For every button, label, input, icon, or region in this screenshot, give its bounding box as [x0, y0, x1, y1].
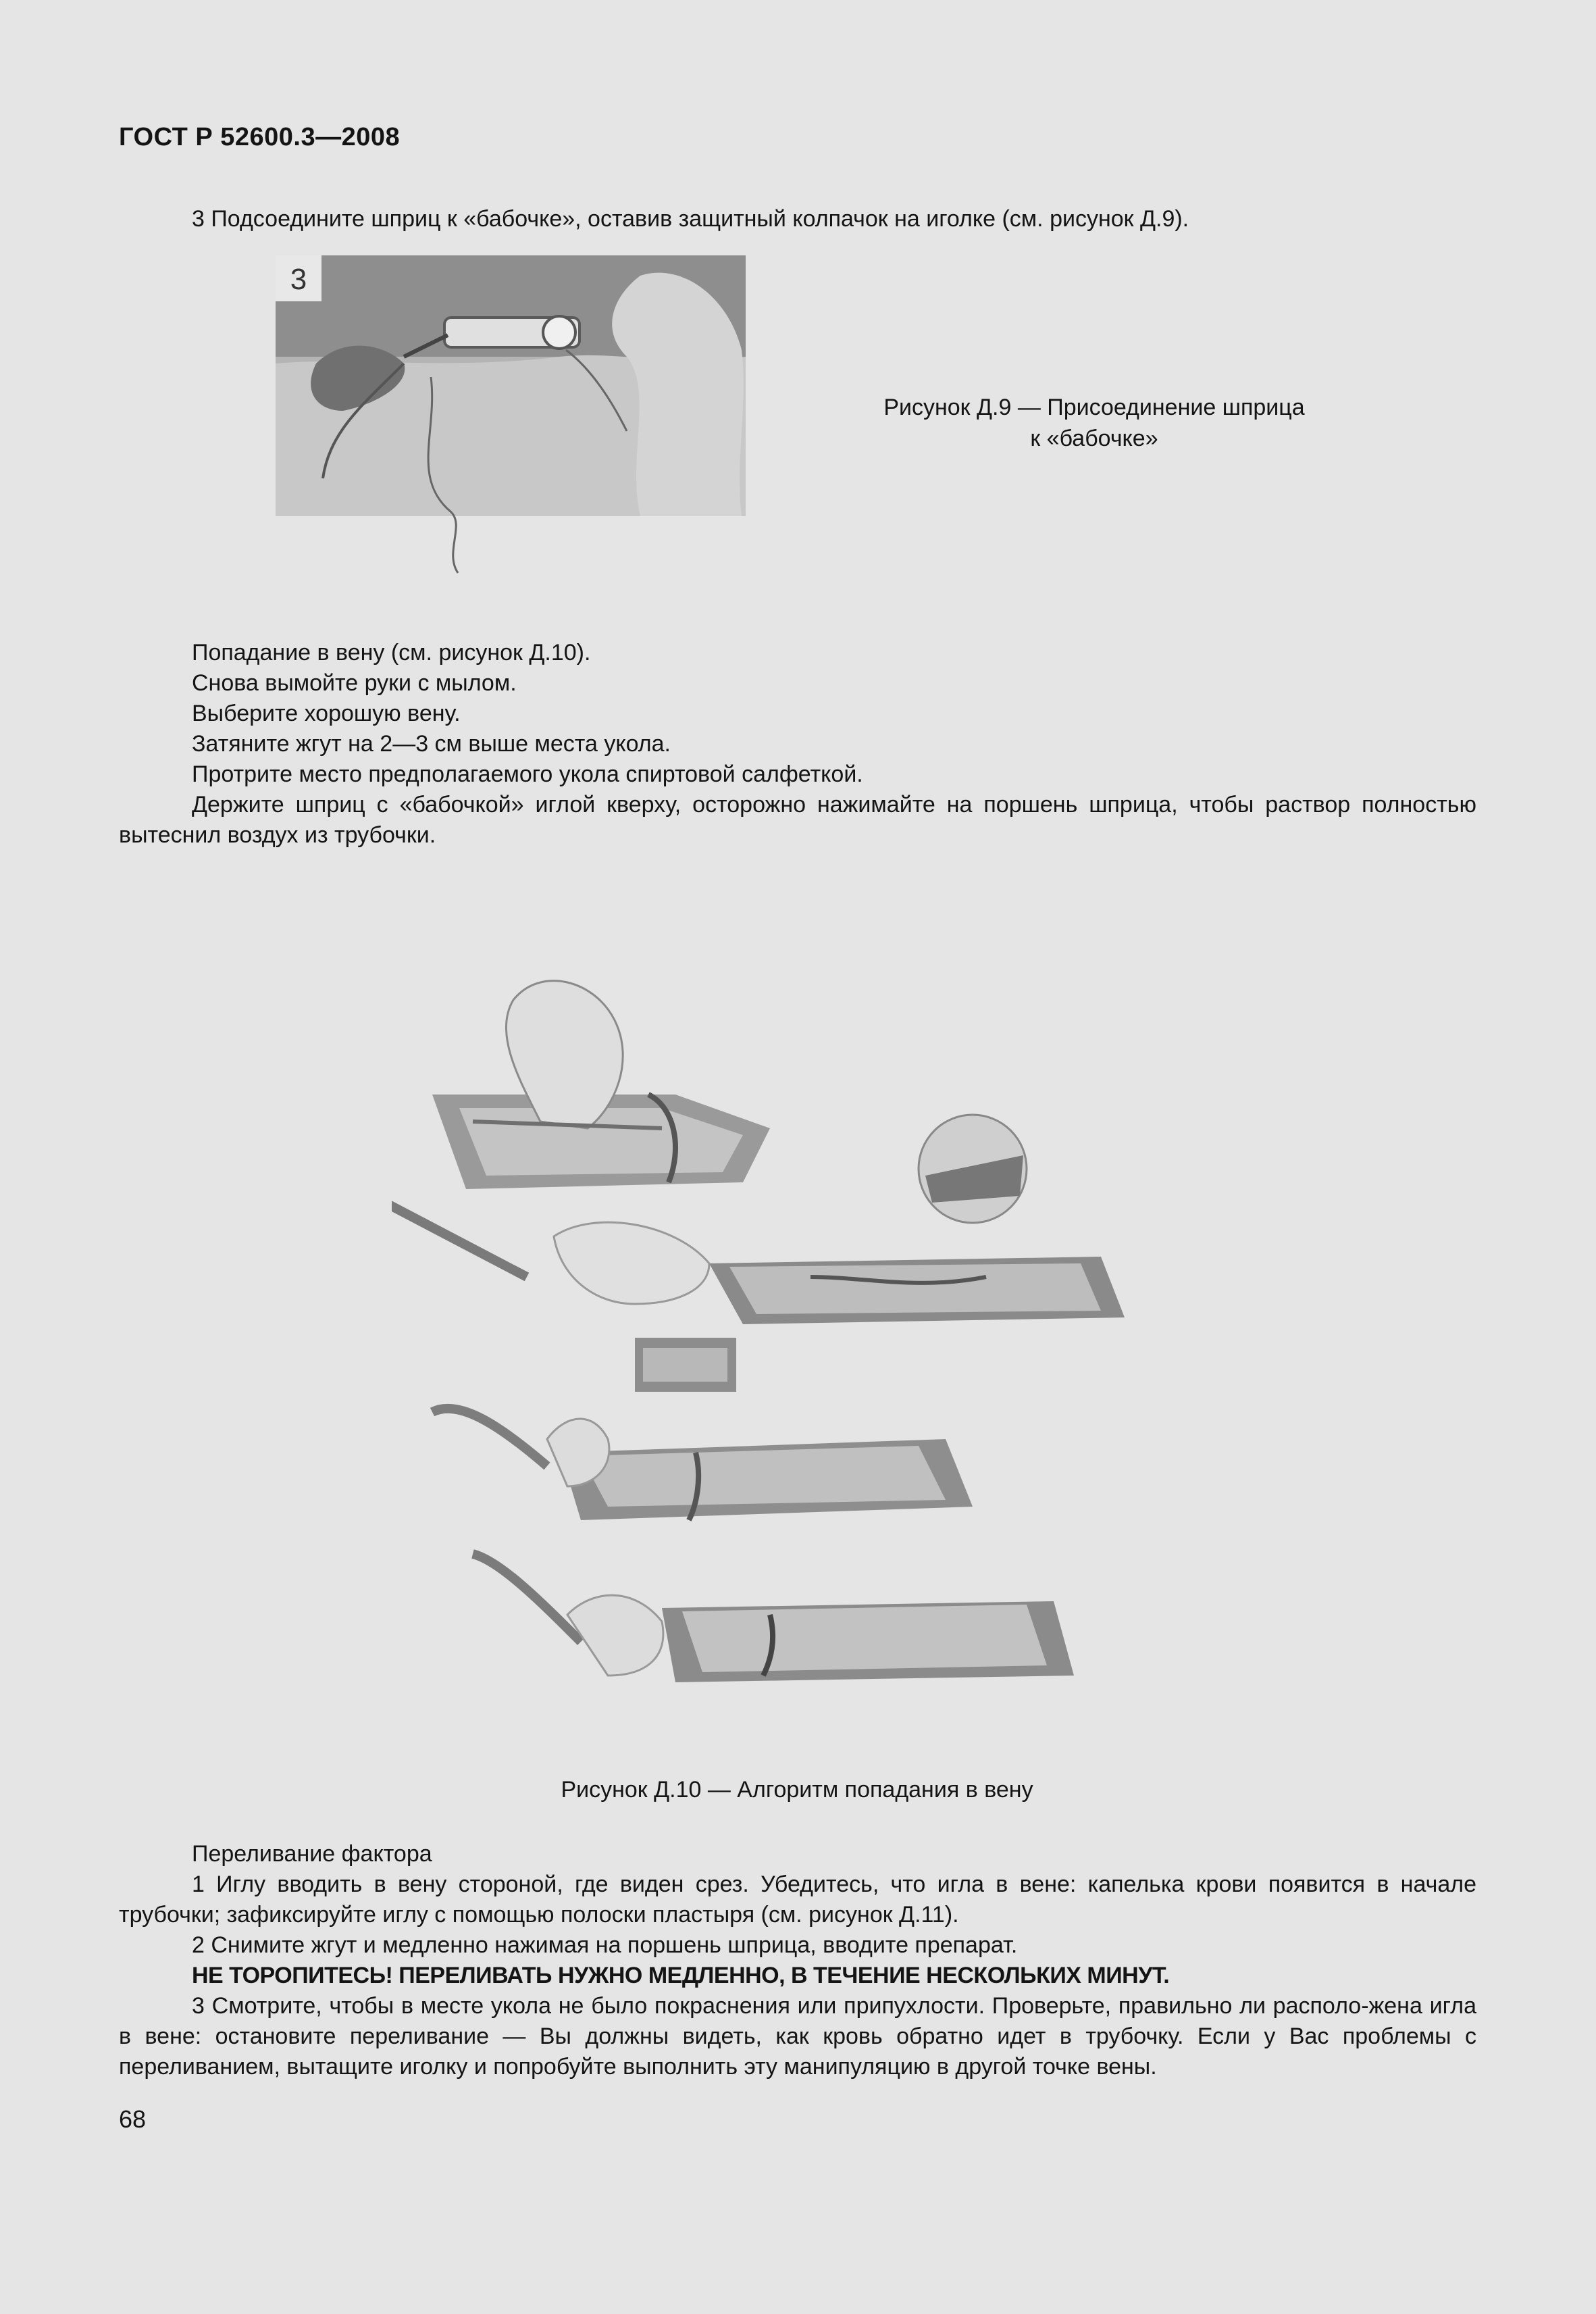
vein-paragraph: Держите шприц с «бабочкой» иглой кверху, осторожно нажимайте на поршень шприца, чтобы раствор полностью вытеснил воздух из трубочки. [119, 792, 1476, 848]
figure-9-syringe-butterfly [276, 255, 746, 584]
transfusion-step-3: 3 Смотрите, чтобы в месте укола не было покраснения или припухлости. Проверьте, правильно ли располо-жена игла в вене: остановите переливание — Вы должны видеть, как кровь обратно идет в трубочку. Если у Вас проблемы с переливанием, вытащите иголку и попробуйте выполнить эту манипуляцию в другой точке вены. [119, 1993, 1476, 2080]
figure-9-caption [810, 392, 1378, 454]
figure-9-caption-line1: Рисунок Д.9 — Присоединение шприца [883, 395, 1305, 420]
page-number: 68 [119, 2105, 147, 2133]
transfusion-warning: НЕ ТОРОПИТЕСЬ! ПЕРЕЛИВАТЬ НУЖНО МЕДЛЕННО, В ТЕЧЕНИЕ НЕСКОЛЬКИХ МИНУТ. [192, 1963, 1170, 1988]
figure-9-caption-line2: к «бабочке» [1030, 426, 1158, 451]
vein-line-3: Выберите хорошую вену. [192, 701, 461, 726]
vein-line-5: Протрите место предполагаемого укола спиртовой салфеткой. [192, 761, 863, 787]
transfusion-step-1: 1 Иглу вводить в вену стороной, где виден срез. Убедитесь, что игла в вене: капелька крови появится в начале трубочки; зафиксируйте иглу с помощью полоски пластыря (см. рисунок Д.11). [119, 1871, 1476, 1928]
figure-10-vein-algorithm [392, 926, 1148, 1763]
figure-9-badge: 3 [290, 263, 307, 296]
vein-line-2: Снова вымойте руки с мылом. [192, 670, 517, 696]
transfusion-heading: Переливание фактора [192, 1841, 432, 1867]
transfusion-step-2: 2 Снимите жгут и медленно нажимая на поршень шприца, вводите препарат. [192, 1932, 1018, 1958]
document-header: ГОСТ Р 52600.3—2008 [119, 123, 401, 151]
vein-line-4: Затяните жгут на 2—3 см выше места укола. [192, 731, 671, 757]
step3-intro: 3 Подсоедините шприц к «бабочке», оставив защитный колпачок на иголке (см. рисунок Д.9). [192, 206, 1189, 232]
figure-10-caption: Рисунок Д.10 — Алгоритм попадания в вену [561, 1777, 1033, 1803]
vein-line-1: Попадание в вену (см. рисунок Д.10). [192, 640, 591, 665]
